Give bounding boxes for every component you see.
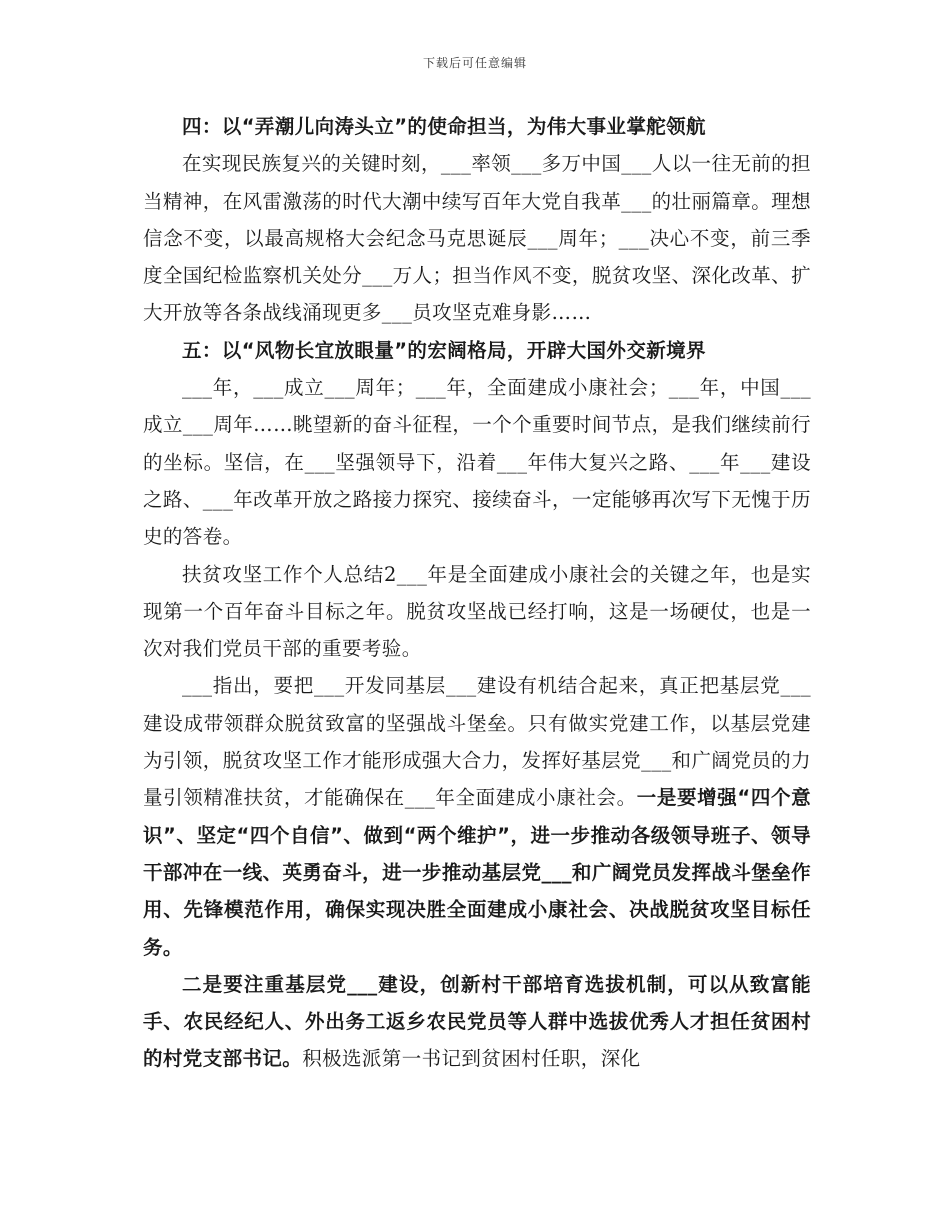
body-paragraph-1-text: ___指出，要把___开发同基层___建设有机结合起来，真正把基层党___建设成带领群众脱贫致富的坚强战斗堡垒。只有做实党建工作，以基层党建为引领，脱贫攻坚工作才能形成强大合力，发挥好基层党___和广阔党员的力量引领精准扶贫，才能确保在___年全面建成小康社会。 <box>143 674 811 810</box>
body-paragraph-1 <box>143 667 811 965</box>
document-body <box>143 108 811 1078</box>
page-header: 下载后可任意编辑 <box>422 56 527 70</box>
body-paragraph-2 <box>143 966 811 1078</box>
section-paragraph-5: ___年，___成立___周年；___年，全面建成小康社会；___年，中国___成立___周年……眺望新的奋斗征程，一个个重要时间节点，是我们继续前行的坐标。坚信，在___坚强领导下，沿着___年伟大复兴之路、___年___建设之路、___年改革开放之路接力探究、接续奋斗，一定能够再次写下无愧于历史的答卷。 <box>143 376 812 549</box>
section-heading-5: 五：以“风物长宜放眼量”的宏阔格局，开辟大国外交新境界 <box>182 338 706 362</box>
point-two-text: 二是要注重基层党___建设，创新村干部培育选拔机制，可以从致富能手、农民经纪人、外出务工返乡农民党员等人群中选拔优秀人才担任贫困村的村党支部书记。 <box>143 972 811 1071</box>
section-paragraph-4: 在实现民族复兴的关键时刻，___率领___多万中国___人以一往无前的担当精神，在风雷激荡的时代大潮中续写百年大党自我革___的壮丽篇章。理想信念不变，以最高规格大会纪念马克思诞辰___周年；___决心不变，前三季度全国纪检监察机关处分___万人；担当作风不变，脱贫攻坚、深化改革、扩大开放等各条战线涌现更多___员攻坚克难身影…… <box>143 152 811 325</box>
body-paragraph-2-text: 积极选派第一书记到贫困村任职，深化 <box>302 1047 641 1071</box>
summary-paragraph: 扶贫攻坚工作个人总结2___年是全面建成小康社会的关键之年，也是实现第一个百年奋斗目标之年。脱贫攻坚战已经打响，这是一场硬仗，也是一次对我们党员干部的重要考验。 <box>143 562 811 661</box>
point-one-text: 一是要增强“四个意识”、坚定“四个自信”、做到“两个维护”，进一步推动各级领导班子、领导干部冲在一线、英勇奋斗，进一步推动基层党___和广阔党员发挥战斗堡垒作用、先锋模范作用，确保实现决胜全面建成小康社会、决战脱贫攻坚目标任务。 <box>143 786 811 959</box>
section-heading-4: 四：以“弄潮儿向涛头立”的使命担当，为伟大事业掌舵领航 <box>182 115 706 138</box>
